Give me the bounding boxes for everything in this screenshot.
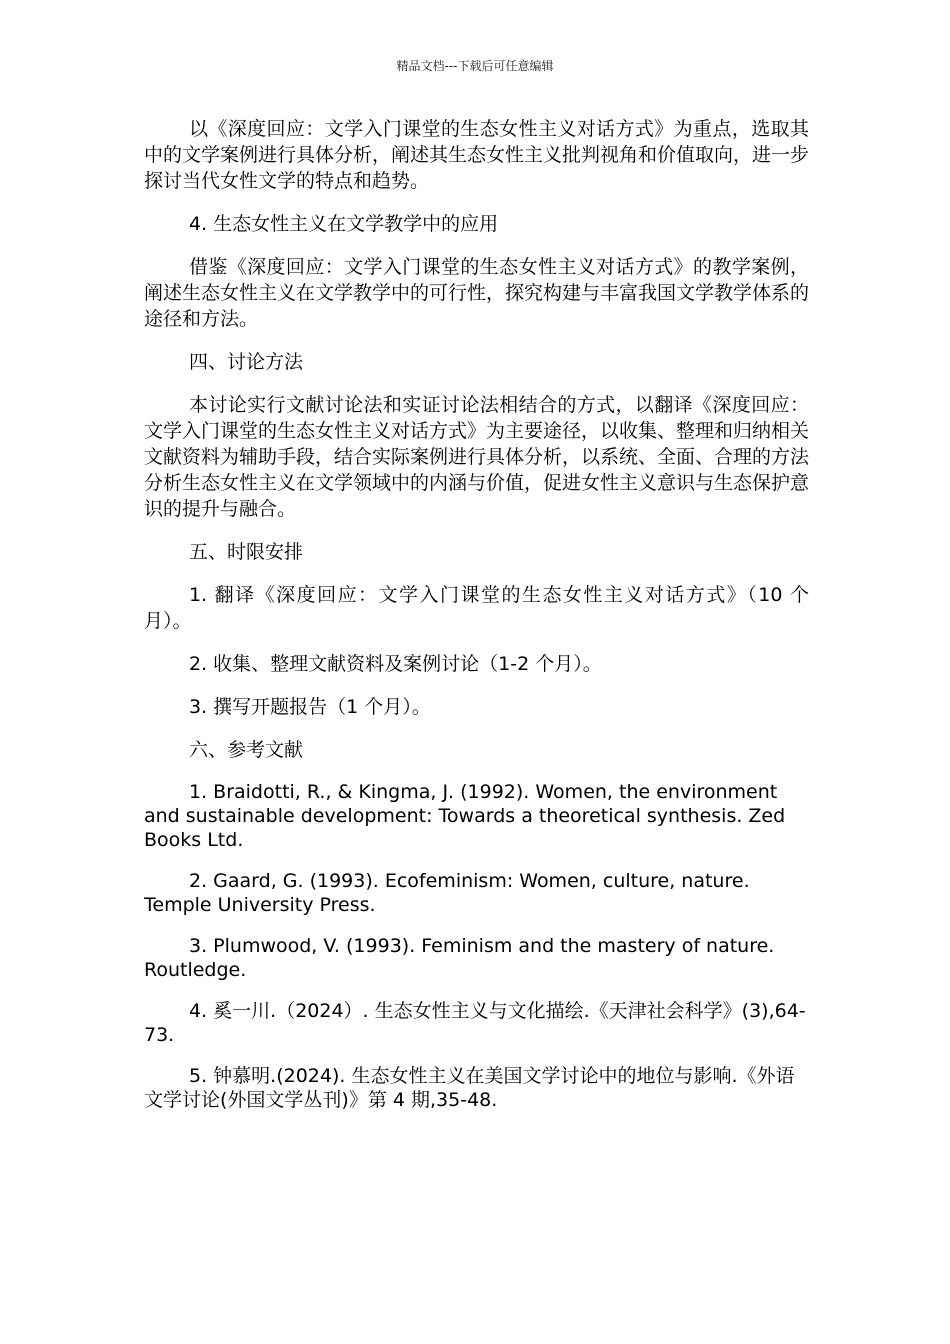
schedule-item-report: 3. 撰写开题报告（1 个月）。 <box>189 696 431 718</box>
paragraph-analysis: 以《深度回应：文学入门课堂的生态女性主义对话方式》为重点，选取其中的文学案例进行具体分析，阐述其生态女性主义批判视角和价值取向，进一步探讨当代女性文学的特点和趋势。 <box>144 118 810 192</box>
reference-item: 3. Plumwood, V. (1993). Feminism and the mastery of nature. Routledge. <box>144 935 775 981</box>
reference-item: 1. Braidotti, R., & Kingma, J. (1992). Women, the environment and sustainable development: Towards a theoretical synthesis. Zed Books Ltd. <box>144 781 786 851</box>
reference-item: 2. Gaard, G. (1993). Ecofeminism: Women, culture, nature. Temple University Press. <box>144 870 750 916</box>
section-heading-schedule: 五、时限安排 <box>189 541 304 563</box>
heading-teaching-application: 4. 生态女性主义在文学教学中的应用 <box>189 213 499 235</box>
section-heading-references: 六、参考文献 <box>189 739 304 761</box>
reference-item: 5. 钟慕明.(2024). 生态女性主义在美国文学讨论中的地位与影响.《外语文学讨论(外国文学丛刊)》第 4 期,35-48. <box>144 1065 795 1111</box>
section-heading-methods: 四、讨论方法 <box>189 351 304 373</box>
paragraph-teaching: 借鉴《深度回应：文学入门课堂的生态女性主义对话方式》的教学案例，阐述生态女性主义在文学教学中的可行性，探究构建与丰富我国文学教学体系的途径和方法。 <box>144 256 810 330</box>
paragraph-methods: 本讨论实行文献讨论法和实证讨论法相结合的方式，以翻译《深度回应：文学入门课堂的生态女性主义对话方式》为主要途径，以收集、整理和归纳相关文献资料为辅助手段，结合实际案例进行具体分析，以系统、全面、合理的方法分析生态女性主义在文学领域中的内涵与价值，促进女性主义意识与生态保护意识的提升与融合。 <box>144 394 810 520</box>
schedule-item-collection: 2. 收集、整理文献资料及案例讨论（1-2 个月）。 <box>189 653 602 675</box>
document-body <box>144 116 809 1129</box>
reference-item: 4. 奚一川.（2024）. 生态女性主义与文化描绘.《天津社会科学》(3),64-73. <box>144 1000 806 1046</box>
page-header: 精品文档---下载后可任意编辑 <box>396 59 554 73</box>
schedule-item-translation: 1. 翻译《深度回应：文学入门课堂的生态女性主义对话方式》（10 个月）。 <box>144 584 809 632</box>
